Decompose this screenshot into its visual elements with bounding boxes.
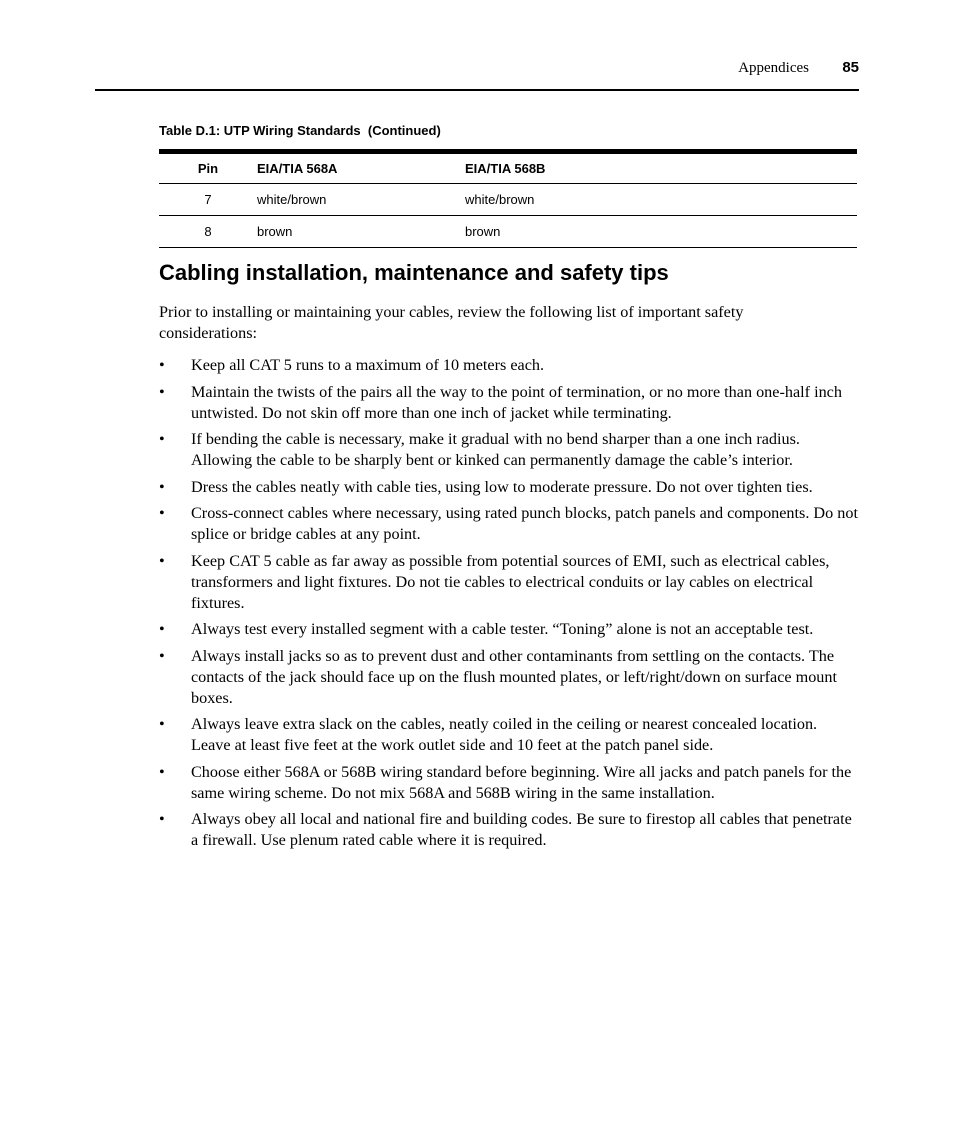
list-item bbox=[159, 382, 859, 424]
tip-text: Always install jacks so as to prevent dust and other contaminants from settling on the contacts. The contacts of the jack should face up on the flush mounted plates, or left/right/down on surface mount boxes. bbox=[191, 646, 837, 707]
list-item bbox=[159, 429, 859, 471]
bullet-icon: • bbox=[159, 762, 165, 781]
column-header-568b: EIA/TIA 568B bbox=[465, 152, 857, 184]
cell-568a: brown bbox=[257, 216, 465, 248]
tip-text: Keep all CAT 5 runs to a maximum of 10 meters each. bbox=[191, 356, 545, 374]
column-header-568a: EIA/TIA 568A bbox=[257, 152, 465, 184]
list-item bbox=[159, 355, 859, 376]
list-item bbox=[159, 646, 859, 709]
tip-text: Maintain the twists of the pairs all the way to the point of termination, or no more than one-half inch untwisted. Do not skin off more than one inch of jacket while terminating. bbox=[191, 382, 842, 422]
table-header-row bbox=[159, 152, 857, 184]
tip-text: If bending the cable is necessary, make it gradual with no bend sharper than a one inch radius. Allowing the cable to be sharply bent or kinked can permanently damage the cable’s interior. bbox=[191, 430, 800, 469]
table-row bbox=[159, 216, 857, 248]
intro-paragraph: Prior to installing or maintaining your cables, review the following list of important safety considerations: bbox=[159, 303, 744, 342]
tip-text: Keep CAT 5 cable as far away as possible from potential sources of EMI, such as electrical cables, transformers and light fixtures. Do not tie cables to electrical conduits or lay cables on electrical fixtures. bbox=[191, 551, 830, 612]
list-item bbox=[159, 714, 859, 756]
list-item bbox=[159, 503, 859, 545]
cell-pin: 8 bbox=[159, 216, 257, 248]
tip-text: Dress the cables neatly with cable ties, using low to moderate pressure. Do not over tighten ties. bbox=[191, 477, 813, 496]
list-item bbox=[159, 762, 859, 804]
list-item bbox=[159, 551, 859, 614]
table-row bbox=[159, 184, 857, 216]
tip-text: Always test every installed segment with a cable tester. “Toning” alone is not an acceptable test. bbox=[191, 620, 814, 638]
list-item bbox=[159, 619, 859, 640]
bullet-icon: • bbox=[159, 715, 165, 733]
cell-568b: brown bbox=[465, 216, 857, 248]
tip-text: Always obey all local and national fire and building codes. Be sure to firestop all cables that penetrate a firewall. Use plenum rated cable where it is required. bbox=[191, 810, 852, 849]
cell-pin: 7 bbox=[159, 184, 257, 216]
tip-text: Cross-connect cables where necessary, using rated punch blocks, patch panels and components. Do not splice or bridge cables at any point. bbox=[191, 504, 858, 543]
bullet-icon: • bbox=[159, 620, 165, 638]
header-rule bbox=[95, 89, 859, 91]
running-header bbox=[95, 58, 859, 90]
cell-568a: white/brown bbox=[257, 184, 465, 216]
tip-text: Always leave extra slack on the cables, neatly coiled in the ceiling or nearest concealed location. Leave at least five feet at the work outlet side and 10 feet at the patch panel side. bbox=[191, 715, 818, 754]
section-heading: Cabling installation, maintenance and safety tips bbox=[159, 260, 669, 285]
list-item bbox=[159, 809, 859, 851]
bullet-icon: • bbox=[159, 646, 165, 665]
page-number: 85 bbox=[842, 59, 859, 76]
tip-text: Choose either 568A or 568B wiring standard before beginning. Wire all jacks and patch panels for the same wiring scheme. Do not mix 568A and 568B wiring in the same installation. bbox=[191, 762, 852, 802]
table-caption: Table D.1: UTP Wiring Standards (Continued) bbox=[159, 123, 441, 138]
utp-wiring-table bbox=[159, 149, 857, 248]
bullet-icon: • bbox=[159, 504, 165, 522]
bullet-icon: • bbox=[159, 356, 165, 374]
bullet-icon: • bbox=[159, 477, 165, 496]
cell-568b: white/brown bbox=[465, 184, 857, 216]
bullet-icon: • bbox=[159, 430, 165, 448]
bullet-icon: • bbox=[159, 810, 165, 828]
column-header-pin: Pin bbox=[159, 152, 257, 184]
header-section-name: Appendices bbox=[738, 60, 809, 76]
safety-tips-list bbox=[159, 355, 859, 857]
list-item bbox=[159, 477, 859, 498]
bullet-icon: • bbox=[159, 551, 165, 570]
bullet-icon: • bbox=[159, 382, 165, 401]
